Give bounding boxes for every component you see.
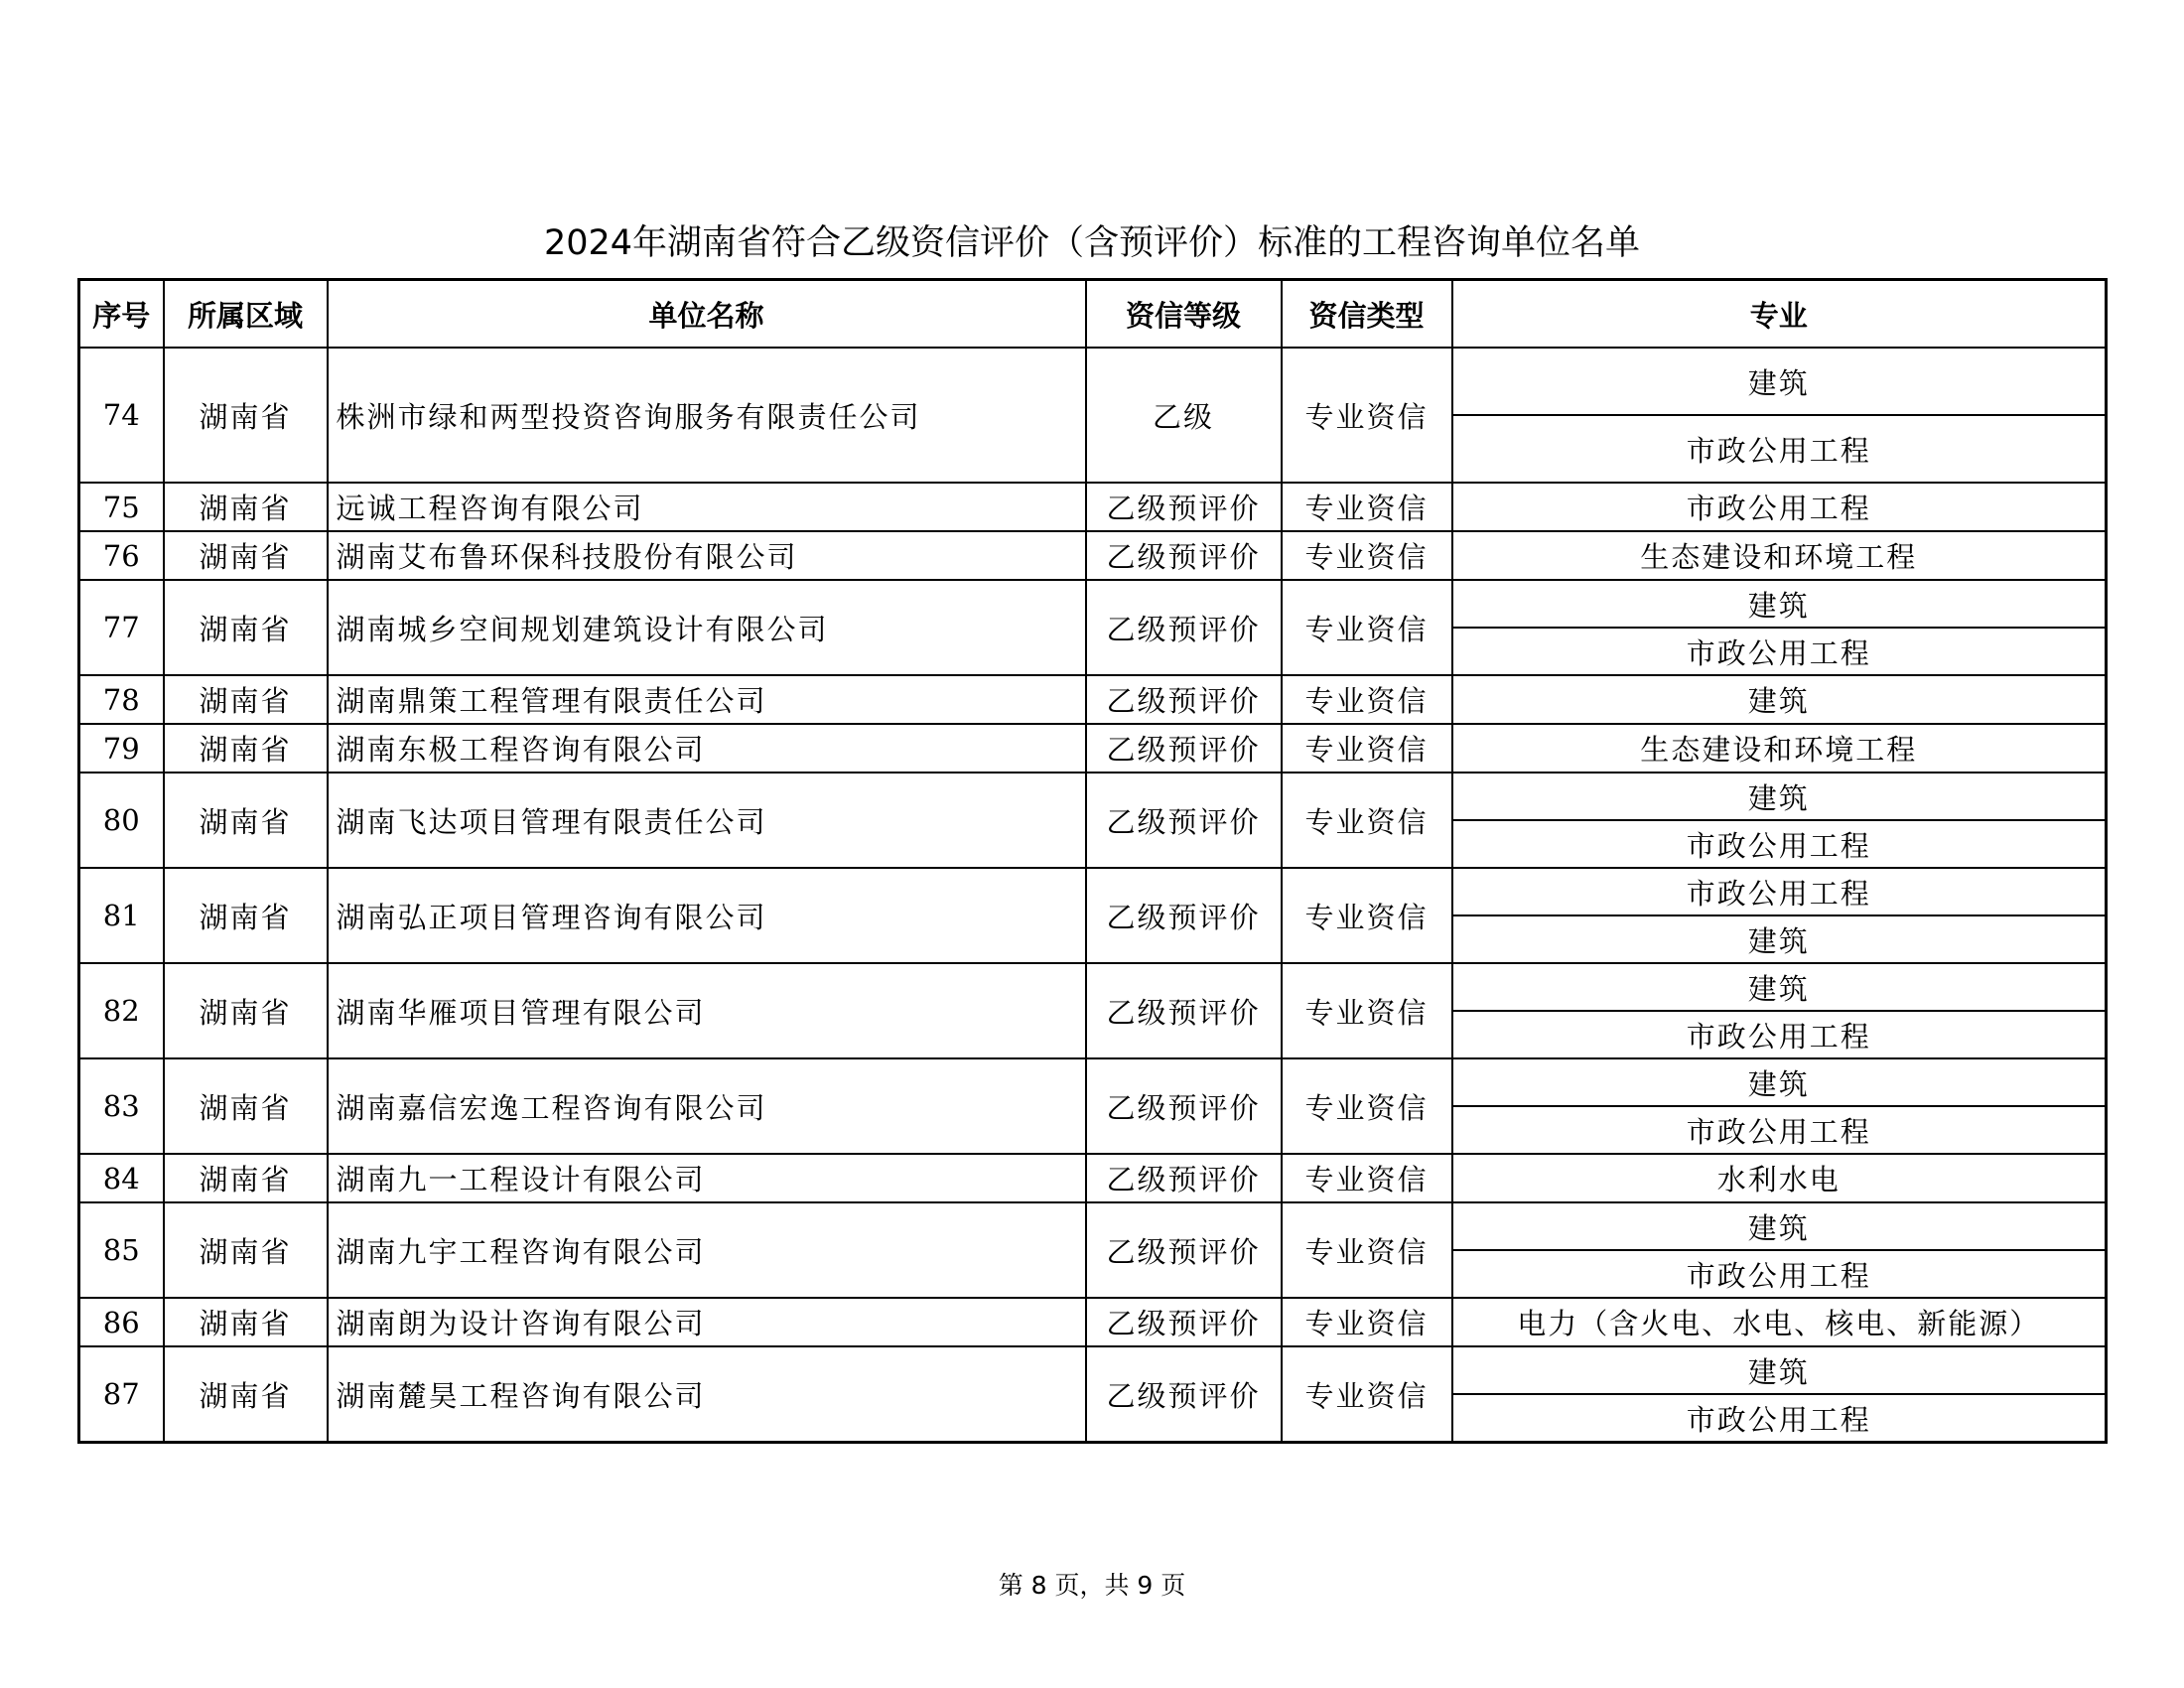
row-no-cell: 74 xyxy=(79,348,164,483)
row-spec-cell: 市政公用工程 xyxy=(1452,628,2107,675)
header-spec: 专业 xyxy=(1452,280,2107,349)
row-region-cell: 湖南省 xyxy=(164,868,328,963)
row-name-cell: 湖南弘正项目管理咨询有限公司 xyxy=(328,868,1086,963)
table-header xyxy=(79,280,2107,349)
row-spec-cell: 建筑 xyxy=(1452,915,2107,963)
row-type-cell: 专业资信 xyxy=(1282,724,1452,773)
row-grade-cell: 乙级预评价 xyxy=(1086,1346,1282,1443)
row-grade-cell: 乙级 xyxy=(1086,348,1282,483)
table-row xyxy=(79,724,2107,773)
row-no-cell: 85 xyxy=(79,1202,164,1298)
header-type: 资信类型 xyxy=(1282,280,1452,349)
row-grade-cell: 乙级预评价 xyxy=(1086,773,1282,868)
row-name-cell: 湖南飞达项目管理有限责任公司 xyxy=(328,773,1086,868)
row-spec-cell: 市政公用工程 xyxy=(1452,868,2107,915)
table-row xyxy=(79,963,2107,1011)
row-spec-cell: 建筑 xyxy=(1452,675,2107,724)
row-name-cell: 湖南城乡空间规划建筑设计有限公司 xyxy=(328,580,1086,675)
row-spec-cell: 水利水电 xyxy=(1452,1154,2107,1202)
row-spec-cell: 建筑 xyxy=(1452,580,2107,628)
row-spec-cell: 市政公用工程 xyxy=(1452,1106,2107,1154)
table-body xyxy=(79,348,2107,1443)
row-name-cell: 湖南东极工程咨询有限公司 xyxy=(328,724,1086,773)
row-type-cell: 专业资信 xyxy=(1282,675,1452,724)
table-row xyxy=(79,1298,2107,1346)
table-row xyxy=(79,348,2107,415)
row-grade-cell: 乙级预评价 xyxy=(1086,724,1282,773)
row-spec-cell: 建筑 xyxy=(1452,348,2107,415)
row-region-cell: 湖南省 xyxy=(164,1154,328,1202)
row-name-cell: 远诚工程咨询有限公司 xyxy=(328,483,1086,531)
row-name-cell: 湖南华雁项目管理有限公司 xyxy=(328,963,1086,1058)
row-region-cell: 湖南省 xyxy=(164,580,328,675)
row-spec-cell: 建筑 xyxy=(1452,1058,2107,1106)
header-no: 序号 xyxy=(79,280,164,349)
table-row xyxy=(79,675,2107,724)
row-type-cell: 专业资信 xyxy=(1282,580,1452,675)
row-type-cell: 专业资信 xyxy=(1282,1346,1452,1443)
row-grade-cell: 乙级预评价 xyxy=(1086,868,1282,963)
row-spec-cell: 电力（含火电、水电、核电、新能源） xyxy=(1452,1298,2107,1346)
row-region-cell: 湖南省 xyxy=(164,675,328,724)
row-type-cell: 专业资信 xyxy=(1282,348,1452,483)
table-row xyxy=(79,1154,2107,1202)
table-row xyxy=(79,868,2107,915)
page-footer: 第 8 页，共 9 页 xyxy=(998,1571,1186,1600)
row-region-cell: 湖南省 xyxy=(164,1298,328,1346)
document-title: 2024年湖南省符合乙级资信评价（含预评价）标准的工程咨询单位名单 xyxy=(543,223,1641,263)
table-row xyxy=(79,483,2107,531)
row-no-cell: 83 xyxy=(79,1058,164,1154)
row-region-cell: 湖南省 xyxy=(164,963,328,1058)
row-grade-cell: 乙级预评价 xyxy=(1086,580,1282,675)
row-spec-cell: 建筑 xyxy=(1452,1346,2107,1394)
row-region-cell: 湖南省 xyxy=(164,531,328,580)
row-name-cell: 株洲市绿和两型投资咨询服务有限责任公司 xyxy=(328,348,1086,483)
row-name-cell: 湖南朗为设计咨询有限公司 xyxy=(328,1298,1086,1346)
row-region-cell: 湖南省 xyxy=(164,773,328,868)
row-type-cell: 专业资信 xyxy=(1282,1298,1452,1346)
row-grade-cell: 乙级预评价 xyxy=(1086,1058,1282,1154)
row-no-cell: 79 xyxy=(79,724,164,773)
row-grade-cell: 乙级预评价 xyxy=(1086,531,1282,580)
row-no-cell: 87 xyxy=(79,1346,164,1443)
row-spec-cell: 市政公用工程 xyxy=(1452,1011,2107,1058)
table-row xyxy=(79,580,2107,628)
row-no-cell: 86 xyxy=(79,1298,164,1346)
row-grade-cell: 乙级预评价 xyxy=(1086,1298,1282,1346)
row-type-cell: 专业资信 xyxy=(1282,1154,1452,1202)
row-grade-cell: 乙级预评价 xyxy=(1086,483,1282,531)
row-no-cell: 78 xyxy=(79,675,164,724)
row-name-cell: 湖南艾布鲁环保科技股份有限公司 xyxy=(328,531,1086,580)
row-type-cell: 专业资信 xyxy=(1282,868,1452,963)
row-region-cell: 湖南省 xyxy=(164,1346,328,1443)
row-no-cell: 84 xyxy=(79,1154,164,1202)
row-no-cell: 75 xyxy=(79,483,164,531)
table-row xyxy=(79,1058,2107,1106)
row-type-cell: 专业资信 xyxy=(1282,773,1452,868)
row-spec-cell: 市政公用工程 xyxy=(1452,820,2107,868)
row-spec-cell: 建筑 xyxy=(1452,963,2107,1011)
row-spec-cell: 市政公用工程 xyxy=(1452,1250,2107,1298)
row-no-cell: 80 xyxy=(79,773,164,868)
header-name: 单位名称 xyxy=(328,280,1086,349)
row-name-cell: 湖南鼎策工程管理有限责任公司 xyxy=(328,675,1086,724)
row-region-cell: 湖南省 xyxy=(164,724,328,773)
table-row xyxy=(79,1202,2107,1250)
row-type-cell: 专业资信 xyxy=(1282,531,1452,580)
row-spec-cell: 市政公用工程 xyxy=(1452,483,2107,531)
row-name-cell: 湖南麓昊工程咨询有限公司 xyxy=(328,1346,1086,1443)
row-name-cell: 湖南九宇工程咨询有限公司 xyxy=(328,1202,1086,1298)
row-region-cell: 湖南省 xyxy=(164,348,328,483)
header-region: 所属区域 xyxy=(164,280,328,349)
row-spec-cell: 建筑 xyxy=(1452,1202,2107,1250)
row-region-cell: 湖南省 xyxy=(164,483,328,531)
row-no-cell: 77 xyxy=(79,580,164,675)
row-no-cell: 81 xyxy=(79,868,164,963)
row-spec-cell: 市政公用工程 xyxy=(1452,1394,2107,1443)
row-no-cell: 82 xyxy=(79,963,164,1058)
row-type-cell: 专业资信 xyxy=(1282,483,1452,531)
row-type-cell: 专业资信 xyxy=(1282,1058,1452,1154)
row-type-cell: 专业资信 xyxy=(1282,963,1452,1058)
row-name-cell: 湖南九一工程设计有限公司 xyxy=(328,1154,1086,1202)
row-region-cell: 湖南省 xyxy=(164,1202,328,1298)
row-region-cell: 湖南省 xyxy=(164,1058,328,1154)
row-spec-cell: 市政公用工程 xyxy=(1452,415,2107,483)
table-row xyxy=(79,1346,2107,1394)
row-spec-cell: 建筑 xyxy=(1452,773,2107,820)
row-name-cell: 湖南嘉信宏逸工程咨询有限公司 xyxy=(328,1058,1086,1154)
row-spec-cell: 生态建设和环境工程 xyxy=(1452,531,2107,580)
table-row xyxy=(79,531,2107,580)
row-grade-cell: 乙级预评价 xyxy=(1086,1154,1282,1202)
row-grade-cell: 乙级预评价 xyxy=(1086,675,1282,724)
header-grade: 资信等级 xyxy=(1086,280,1282,349)
row-grade-cell: 乙级预评价 xyxy=(1086,1202,1282,1298)
unit-roster-table xyxy=(77,278,2108,1444)
row-grade-cell: 乙级预评价 xyxy=(1086,963,1282,1058)
row-spec-cell: 生态建设和环境工程 xyxy=(1452,724,2107,773)
row-no-cell: 76 xyxy=(79,531,164,580)
table-row xyxy=(79,773,2107,820)
row-type-cell: 专业资信 xyxy=(1282,1202,1452,1298)
